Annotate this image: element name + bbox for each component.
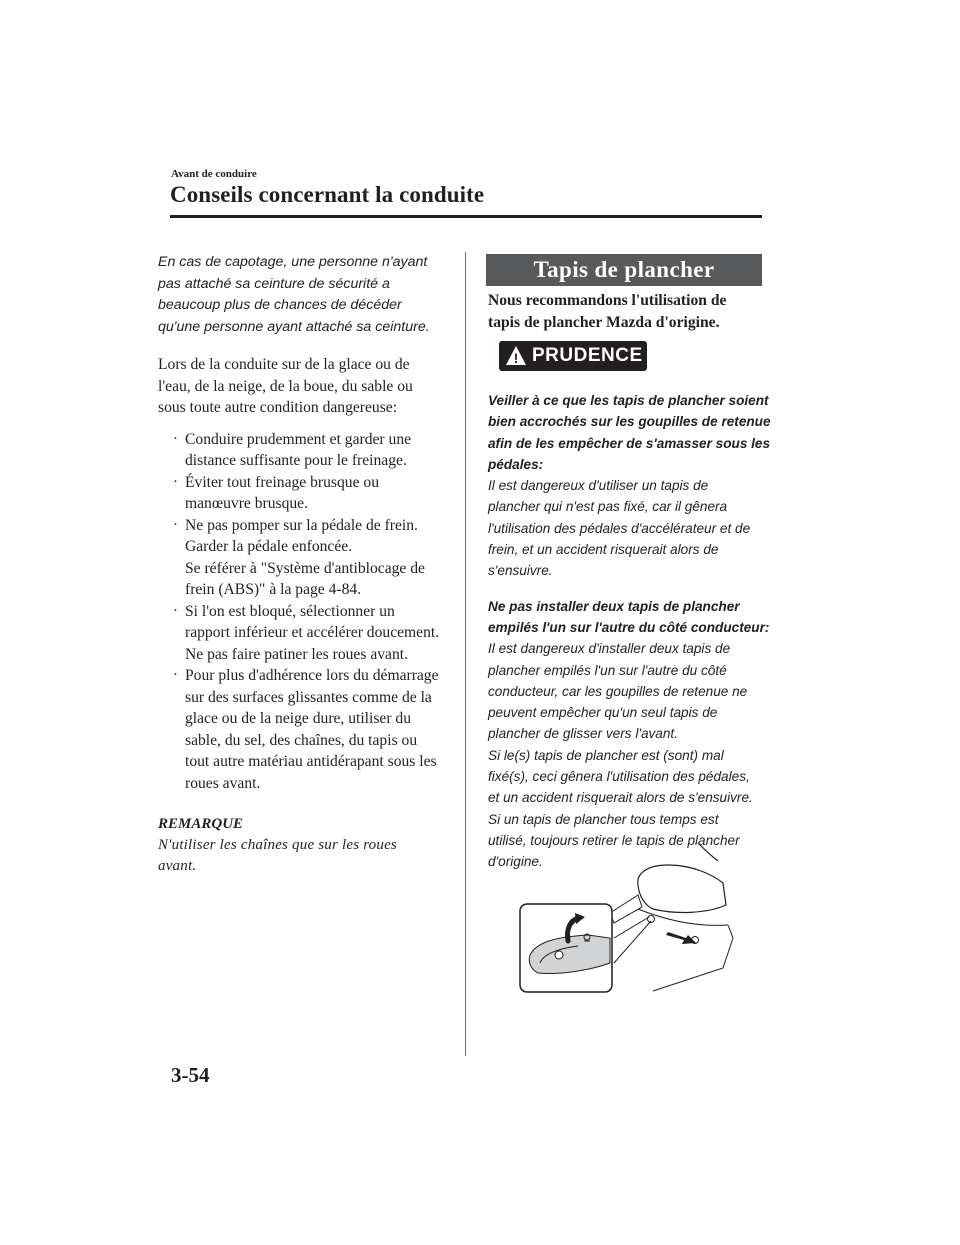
- caution-text: [488, 390, 771, 873]
- mat-right-edge: [653, 925, 733, 991]
- page-number: 3-54: [171, 1063, 210, 1087]
- bullet-mark: ·: [173, 667, 178, 683]
- seat-outline: [638, 865, 726, 912]
- list-item: · Ne pas pomper sur la pédale de frein. Garder la pédale enfoncée. Se référer à "Système d'antiblocage de frein (ABS)" à la page 4-84.: [173, 516, 425, 598]
- driving-tips-list: [158, 429, 448, 795]
- seat-back-line: [698, 843, 718, 861]
- header-rule: [170, 215, 762, 218]
- bullet-mark: ·: [173, 430, 178, 447]
- left-column: [158, 252, 448, 877]
- warning-triangle-icon: [505, 345, 527, 367]
- caution-body-2: Il est dangereux d'installer deux tapis de plancher empilés l'un sur l'autre du côté conducteur, car les goupilles de retenue ne peuvent empêcher qu'un seul tapis de plancher de glisser vers l'avant. Si le(s) tapis de plancher est (sont) mal fixé(s), ceci gênera l'utilisation des pédales, et un accident risquerait alors de s'ensuivre. Si un tapis de plancher tous temps est utilisé, toujours retirer le tapis de plancher d'origine.: [488, 641, 753, 870]
- page-title: Conseils concernant la conduite: [170, 182, 485, 207]
- list-item: · Pour plus d'adhérence lors du démarrage sur des surfaces glissantes comme de la glace ou de la neige dure, utiliser du sable, du sel, des chaînes, du tapis ou tout autre matériau antidérapant sous les roues avant.: [173, 667, 439, 792]
- caution-heading-2: Ne pas installer deux tapis de plancher empilés l'un sur l'autre du côté conducteur:: [488, 598, 770, 635]
- caution-body-1: Il est dangereux d'utiliser un tapis de plancher qui n'est pas fixé, car il gênera l'utilisation des pédales d'accélérateur et de frein, et un accident risquerait alors de s'ensuivre.: [488, 478, 751, 579]
- bullet-mark: ·: [173, 473, 178, 490]
- list-item: · Conduire prudemment et garder une distance suffisante pour le freinage.: [173, 430, 412, 469]
- direction-arrow-icon: [666, 932, 696, 944]
- floor-mat-intro: Nous recommandons l'utilisation de tapis de plancher Mazda d'origine.: [488, 292, 727, 331]
- column-divider: [465, 252, 466, 1056]
- floor-mat-illustration: [518, 843, 738, 993]
- svg-text:!: !: [513, 350, 519, 366]
- note-heading: REMARQUE: [158, 816, 244, 832]
- running-header-section: Avant de conduire: [171, 168, 257, 180]
- caution-badge: [499, 341, 647, 371]
- rollover-warning-text: En cas de capotage, une personne n'ayant pas attaché sa ceinture de sécurité a beaucoup plus de chances de décéder qu'une personne ayant attaché sa ceinture.: [158, 254, 430, 335]
- section-heading: Tapis de plancher: [486, 254, 762, 286]
- note-text: N'utiliser les chaînes que sur les roues avant.: [158, 837, 397, 874]
- bullet-mark: ·: [173, 516, 178, 533]
- caution-heading-1: Veiller à ce que les tapis de plancher soient bien accrochés sur les goupilles de retenue afin de les empêcher de s'amasser sous les pédales:: [488, 393, 771, 472]
- list-item: · Éviter tout freinage brusque ou manœuvre brusque.: [173, 473, 379, 512]
- list-item: · Si l'on est bloqué, sélectionner un rapport inférieur et accélérer doucement. Ne pas faire patiner les roues avant.: [173, 602, 440, 663]
- bullet-mark: ·: [173, 602, 178, 619]
- caution-label: PRUDENCE: [532, 345, 643, 366]
- hazard-conditions-paragraph: Lors de la conduite sur de la glace ou de l'eau, de la neige, de la boue, du sable ou sous toute autre condition dangereuse:: [158, 356, 413, 416]
- mat-eyelet-icon: [555, 951, 563, 959]
